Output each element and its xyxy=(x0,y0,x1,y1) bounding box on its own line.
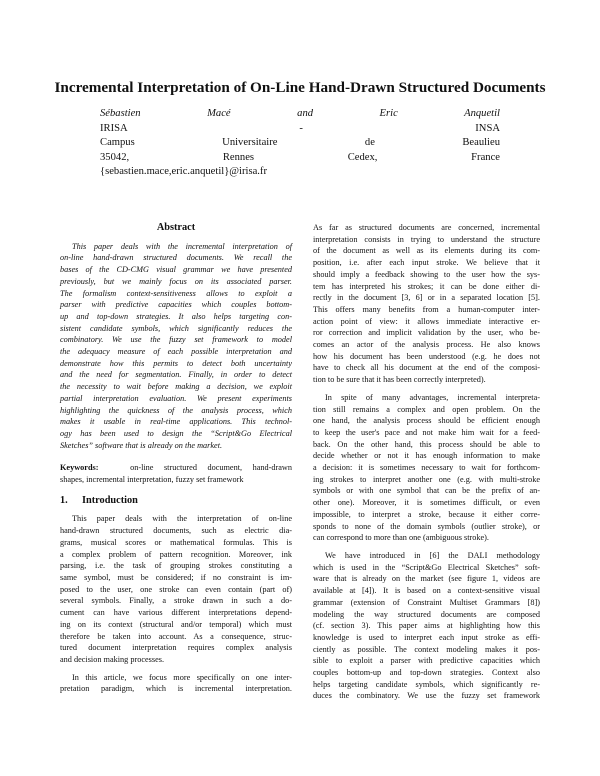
text-line: ciently as possible. The context modeling makes it pos- xyxy=(313,644,540,654)
text-line: combinatory. We use the fuzzy set framework to model xyxy=(60,335,292,345)
paper-title: Incremental Interpretation of On-Line Hand-Drawn Structured Documents xyxy=(54,79,546,96)
text-line: ing strokes to interpret another one (e.g. with multi-stroke xyxy=(313,474,540,484)
text-line: have to check all his document at the end of the composi- xyxy=(313,363,540,373)
text-line: how his document has been understood (e.g. he does not xyxy=(313,351,540,361)
text-line: interpretation consists in trying to understand the structure xyxy=(313,234,540,244)
author-block xyxy=(100,107,500,180)
left-column xyxy=(60,221,292,695)
text-line: back. On the other hand, this process should be able to xyxy=(313,439,540,449)
text-line: sible to exploit a parser with predictive capacities which xyxy=(313,656,540,666)
text-line: grams, musical scores or mathematical formulas. This is xyxy=(60,537,292,547)
keywords-line-2: shapes, incremental interpretation, fuzzy set framework xyxy=(60,475,244,485)
intro-paragraph-1 xyxy=(60,513,292,665)
text-line: rectly in the document [3, 6] or in a separated location [5]. xyxy=(313,293,540,303)
text-line: parsing, i.e. the task of grouping strokes constituting a xyxy=(60,561,292,571)
text-line: partial interpretation evaluation. We present experiments xyxy=(60,393,292,403)
text-line: can correspond to more than one (ambiguous stroke). xyxy=(313,533,489,543)
text-line: tem has interpreted his strokes; it can be done either di- xyxy=(313,281,540,291)
text-line: modeling the way structured documents are composed xyxy=(313,609,540,619)
text-line: parser with predictive capacities which couples bottom- xyxy=(60,300,292,310)
abstract-heading: Abstract xyxy=(156,222,196,233)
text-line: a decision: it is sometimes necessary to wait for forthcom- xyxy=(313,463,540,473)
text-line: ware that is already on the market (see figure 1, videos are xyxy=(313,574,540,584)
text-line: action point of view: it allows immediate interactive er- xyxy=(313,316,540,326)
text-line: of the document as well as its elements during its com- xyxy=(313,246,540,256)
text-line: and decision making processes. xyxy=(60,654,165,664)
text-line: up and top-down strategies. It also helps targeting con- xyxy=(60,311,292,321)
text-line: knowledge is used to interpret each input stroke as effi- xyxy=(313,632,540,642)
text-line: This paper deals with the interpretation of on-line xyxy=(72,514,292,524)
text-line: sistent candidate symbols, which significantly reduces the xyxy=(60,323,292,333)
text-line: symbols or with one symbol that can be the prefix of an- xyxy=(313,486,540,496)
text-line: on-line hand-drawn structured documents. We recall the xyxy=(60,253,292,263)
text-line: The formalism context-sensitiveness allows to exploit a xyxy=(60,288,292,298)
text-line: impossible, to interpret a stroke, because it either corre- xyxy=(313,509,540,519)
text-line: which is used in the “Script&Go Electrical Sketches” soft- xyxy=(313,562,540,572)
keywords xyxy=(60,462,292,485)
abstract-body xyxy=(60,241,292,452)
text-line: cument can have various different interpretations depend- xyxy=(60,608,292,618)
text-line: (cf. section 3). This paper aims at highlighting how this xyxy=(313,621,540,631)
affiliation-institute: IRISA - INSA xyxy=(100,122,500,134)
text-line: makes it usable in real-time applications. This technol- xyxy=(60,417,292,427)
text-line: same symbol, must be considered; if no constraint is im- xyxy=(60,572,292,582)
affiliation-campus: Campus Universitaire de Beaulieu xyxy=(100,137,500,149)
text-line: the adequacy measure of each possible interpretation and xyxy=(60,347,292,357)
text-line: ror correction and implicit validation by the user, who be- xyxy=(313,328,540,338)
right-paragraph-1 xyxy=(313,222,540,386)
text-line: demonstrate how this permits to detect both uncertainty xyxy=(60,358,292,368)
text-line: to keep the user's pace and not make him wait for a feed- xyxy=(313,427,540,437)
text-line: tured document interpretation requires complex analysis xyxy=(60,643,292,653)
text-line: and the need for segmentation. Finally, in order to detect xyxy=(60,370,292,380)
text-line: decide whether or not it has enough information to make xyxy=(313,451,540,461)
text-line: ogy has been used to design the “Script&Go Electrical xyxy=(60,428,292,438)
text-line: posed to the user, one stroke can even contain (part of) xyxy=(60,584,292,594)
text-line: As far as structured documents are concerned, incremental xyxy=(313,223,540,232)
text-line: bases of the CD-CMG visual grammar we have presented xyxy=(60,265,292,275)
text-line: duces the combinatory. We use the fuzzy set framework xyxy=(313,691,540,701)
text-line: sponds to none of the domain symbols (outlier stroke), or xyxy=(313,521,540,531)
text-line: This offers many benefits from a human-computer inter- xyxy=(313,304,540,314)
text-line: position, i.e. after each input stroke. We believe that it xyxy=(313,258,540,268)
text-line: other one). Moreover, it is sometimes difficult, or even xyxy=(313,498,540,508)
text-line: tion to be sure that it has been correctly interpreted). xyxy=(313,375,486,385)
keywords-line-1: on-line structured document, hand-drawn xyxy=(130,463,293,473)
author-names: Sébastien Macé and Eric Anquetil xyxy=(100,108,500,119)
text-line: helps targeting candidate symbols, which significantly re- xyxy=(313,679,540,689)
section-introduction-heading xyxy=(60,495,292,507)
affiliation-city: 35042, Rennes Cedex, France xyxy=(100,151,500,163)
text-line: comes an actor of the analysis process. He also knows xyxy=(313,340,540,350)
text-line: couples bottom-up and top-down strategies. Context also xyxy=(313,668,540,678)
intro-paragraph-2 xyxy=(60,672,292,695)
text-line: therefore be taken into account. As a consequence, struc- xyxy=(60,631,292,641)
text-line: hand-drawn structured documents, such as electric dia- xyxy=(60,526,292,536)
text-line: In this article, we focus more specifically on one inter- xyxy=(72,672,292,682)
right-paragraph-3 xyxy=(313,550,540,702)
text-line: ing on its context (structural and/or temporal) which must xyxy=(60,619,292,629)
text-line: We have introduced in [6] the DALI methodology xyxy=(325,550,540,560)
text-line: highlighting the quickness of the analysis process, which xyxy=(60,405,292,415)
text-line: should imply a feedback showing to the user how the sys- xyxy=(313,269,540,279)
text-line: tion still remains a complex and open problem. On the xyxy=(313,404,540,414)
keywords-label: Keywords: xyxy=(60,463,99,473)
right-column xyxy=(313,222,540,702)
text-line: previously, but we mainly focus on its associated parser. xyxy=(60,276,292,286)
text-line: pretation paradigm, which is incremental interpretation. xyxy=(60,684,292,694)
author-emails: {sebastien.mace,eric.anquetil}@irisa.fr xyxy=(100,166,267,178)
text-line: several symbols. Finally, a stroke drawn in such a do- xyxy=(60,596,292,606)
section-number: 1. xyxy=(60,494,68,506)
text-line: one hand, the analysis process should be efficient enough xyxy=(313,416,540,426)
section-title: Introduction xyxy=(82,494,138,506)
right-paragraph-2 xyxy=(313,392,540,544)
text-line: available at [4]). It is based on a context-sensitive visual xyxy=(313,586,540,596)
text-line: In spite of many advantages, incremental interpreta- xyxy=(325,392,540,402)
text-line: grammar (extension of Constraint Multiset Grammars [8]) xyxy=(313,597,540,607)
text-line: a complex problem of pattern recognition. Moreover, ink xyxy=(60,549,292,559)
text-line: This paper deals with the incremental interpretation of xyxy=(72,241,292,251)
text-line: the necessity to wait before making a decision, we exploit xyxy=(60,382,292,392)
text-line: Sketches” software that is already on the market. xyxy=(60,440,223,450)
